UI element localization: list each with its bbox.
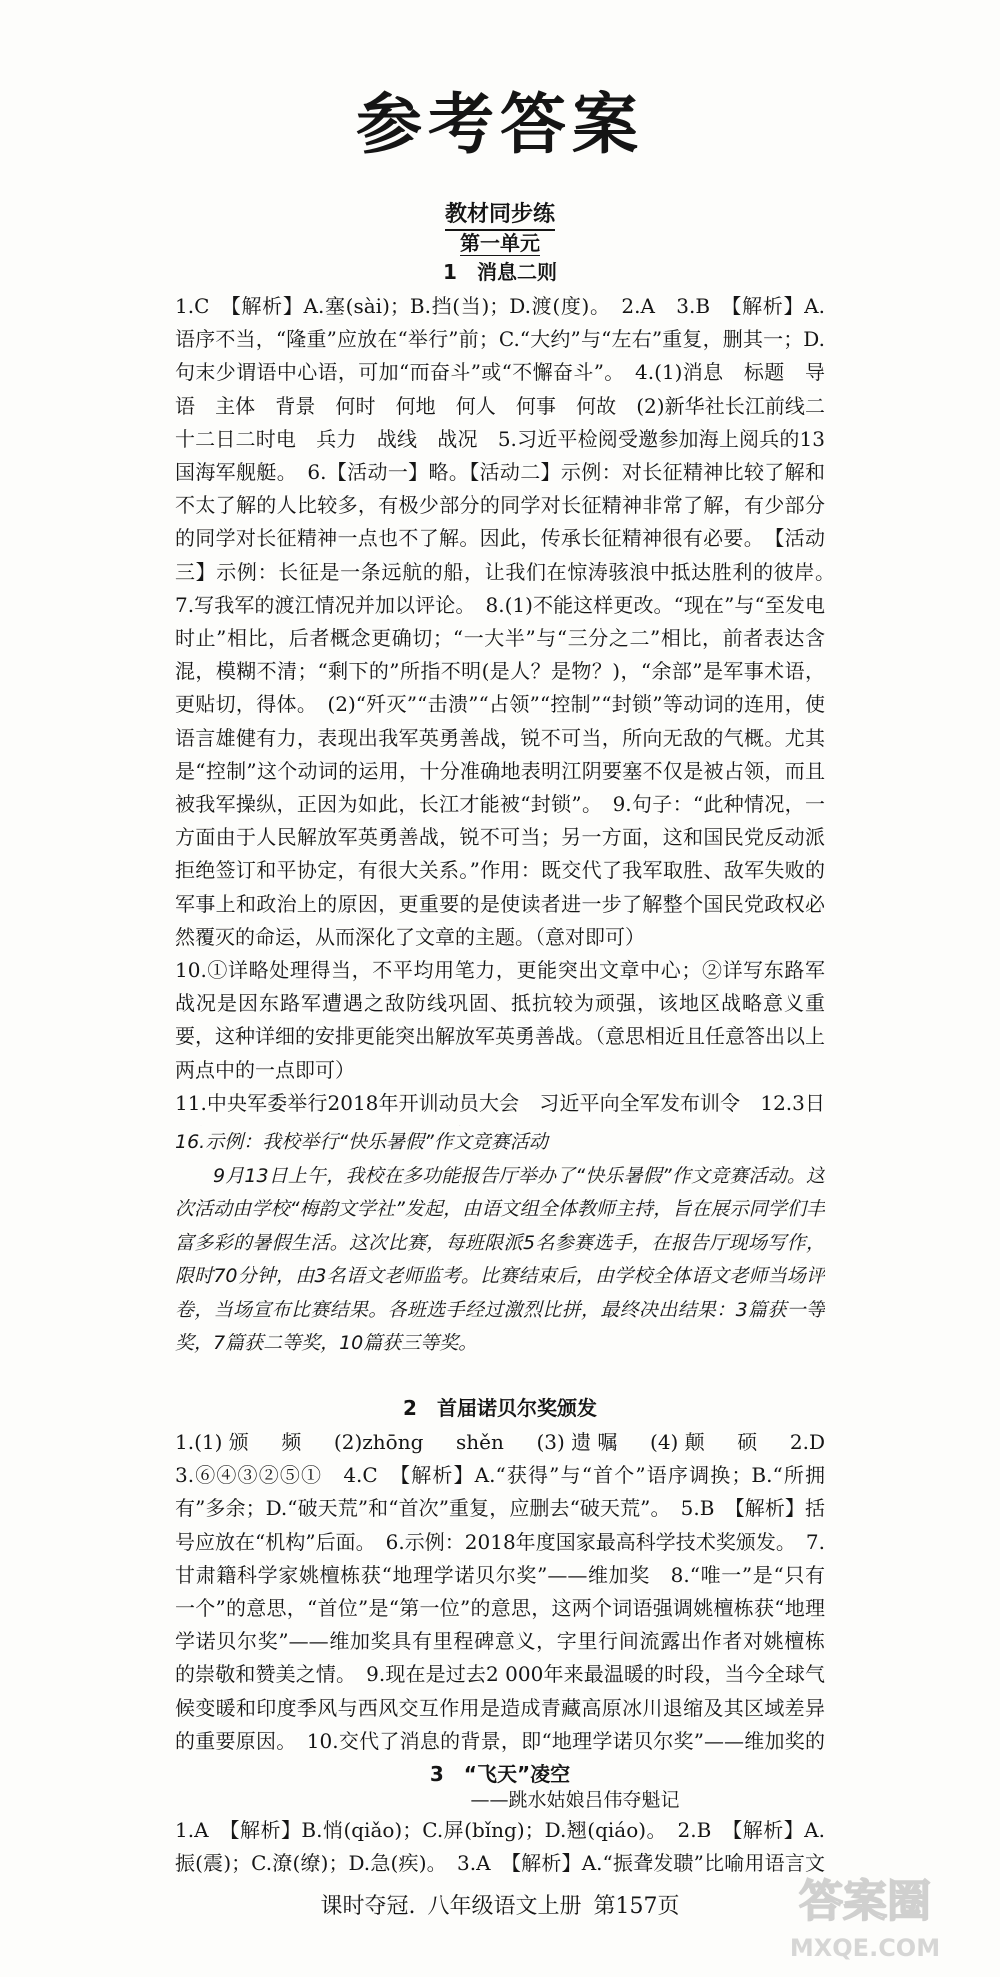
lesson-1-answers — [175, 290, 825, 1126]
section-title-text: 教材同步练 — [445, 201, 555, 231]
lesson-2-answers — [175, 1426, 825, 1760]
lesson-2-text: 1.(1)颁 频 (2)zhōng shěn (3)遗嘱 (4)颠 硕 2.D 3.⑥④③②⑤① 4.C 【解析】A.“获得”与“首个”语序调换；B.“所拥有”多余；D.“破天荒”和“首次”重复，应删去“破天荒”。 5.B 【解析】括号应放在“机构”后面。 6.示例：2018年度国家最高科学技术奖颁发。 7.甘肃籍科学家姚檀栋获“地理学诺贝尔奖”——维加奖 8.“唯一”是“只有一个”的意思，“首位”是“第一位”的意思，这两个词语强调姚檀栋获“地理学诺贝尔奖”——维加奖具有里程碑意义，字里行间流露出作者对姚檀栋的崇敬和赞美之情。 9.现在是过去2 000年来最温暖的时段，当今全球气候变暖和印度季风与西风交互作用是造成青藏高原冰川退缩及其区域差异的重要原因。 10.交代了消息的背景，即“地理学诺贝尔奖”——维加奖的 — [175, 1430, 825, 1753]
footer-book: 课时夺冠. — [320, 1894, 416, 1919]
lesson-1-paragraph-3: 11.中央军委举行2018年开训动员大会 习近平向全军发布训令 12.3日 — [175, 1090, 825, 1115]
essay-body: 9月13日上午，我校在多功能报告厅举办了“快乐暑假”作文竞赛活动。这次活动由学校“梅韵文学社”发起，由语文组全体教师主持，旨在展示同学们丰富多彩的暑假生活。这次比赛，每班限派5名参赛选手，在报告厅现场写作，限时70分钟，由3名语文老师监考。比赛结束后，由学校全体语文老师当场评卷，当场宣布比赛结果。各班选手经过激烈比拼，最终决出结果：3篇获一等奖，7篇获二等奖，10篇获三等奖。 — [175, 1164, 825, 1354]
watermark-logo-icon — [760, 1860, 970, 1970]
essay-title: 16.示例：我校举行“快乐暑假”作文竞赛活动 — [175, 1131, 548, 1153]
lesson-1-paragraph-1: 1.C 【解析】A.塞(sài)；B.挡(当)；D.渡(度)。 2.A 3.B 【解析】A.语序不当，“隆重”应放在“举行”前；C.“大约”与“左右”重复，删其一；D.句末少谓语中心语，可加“而奋斗”或“不懈奋斗”。 4.(1)消息 标题 导语 主体 背景 何时 何地 何人 何事 何故 (2)新华社长江前线二十二日二时电 兵力 战线 战况 5.习近平检阅受邀参加海上阅兵的13国海军舰艇。 6.【活动一】略。【活动二】示例：对长征精神比较了解和不太了解的人比较多，有极少部分的同学对长征精神非常了解，有少部分的同学对长征精神一点也不了解。因此，传承长征精神很有必要。 【活动三】示例：长征是一条远航的船，让我们在惊涛骇浪中抵达胜利的彼岸。 7.写我军的渡江情况并加以评论。 8.(1)不能这样更改。“现在”与“至发电时止”相比，后者概念更确切；“一大半”与“三分之二”相比，前者表达含混，模糊不清；“剩下的”所指不明(是人？是物？)，“余部”是军事术语，更贴切，得体。 (2)“歼灭”“击溃”“占领”“控制”“封锁”等动词的连用，使语言雄健有力，表现出我军英勇善战，锐不可当，所向无敌的气概。尤其是“控制”这个动词的运用，十分准确地表明江阴要塞不仅是被占领，而且被我军操纵，正因为如此，长江才能被“封锁”。 9.句子：“此种情况，一方面由于人民解放军英勇善战，锐不可当；另一方面，这和国民党反动派拒绝签订和平协定，有很大关系。”作用：既交代了我军取胜、敌军失败的军事上和政治上的原因，更重要的是使读者进一步了解整个国民党政权必然覆灭的命运，从而深化了文章的主题。（意对即可） — [175, 294, 825, 949]
lesson-3-heading: 3 “飞天”凌空 — [429, 1762, 571, 1786]
lesson-2-heading: 2 首届诺贝尔奖颁发 — [403, 1396, 597, 1420]
lesson-3-subheading-text: ——跳水姑娘吕伟夺魁记 — [470, 1789, 680, 1811]
lesson-1-heading: 1 消息二则 — [443, 260, 557, 284]
lesson-3-answers — [175, 1814, 825, 1882]
footer-grade: 八年级语文上册 — [427, 1894, 582, 1919]
footer-page-number: 第157页 — [593, 1894, 680, 1919]
lesson-1-essay — [175, 1126, 825, 1392]
lesson-1-paragraph-2: 10.①详略处理得当，不平均用笔力，更能突出文章中心；②详写东路军战况是因东路军遭遇之敌防线巩固、抵抗较为顽强，该地区战略意义重要，这种详细的安排更能突出解放军英勇善战。（意思相近且任意答出以上两点中的一点即可） — [175, 958, 825, 1082]
lesson-3-text: 1.A 【解析】B.悄(qiǎo)；C.屏(bǐng)；D.翘(qiáo)。 2.B 【解析】A.振(震)；C.潦(缭)；D.急(疾)。 3.A 【解析】A.“振聋发聩”比喻用语言文 — [175, 1818, 825, 1876]
unit-title-text: 第一单元 — [460, 231, 540, 255]
unit-title — [0, 228, 1000, 258]
watermark-top-text: 答案圈 — [799, 1876, 931, 1927]
watermark-bottom-text: MXQE.COM — [789, 1934, 941, 1962]
page-title: 参考答案 — [356, 85, 644, 163]
lesson-3-subheading — [0, 1786, 1000, 1814]
section-title — [0, 200, 1000, 228]
